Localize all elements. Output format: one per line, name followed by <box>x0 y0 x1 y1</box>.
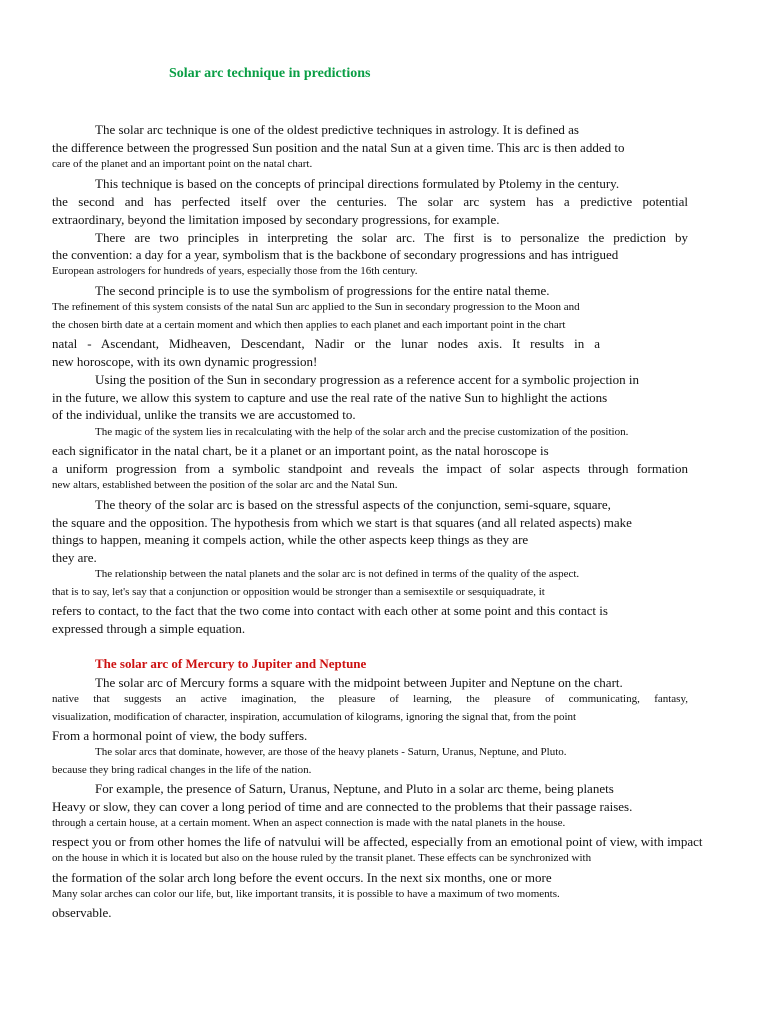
paragraph-line: European astrologers for hundreds of years, especially those from the 16th century. <box>52 265 418 277</box>
paragraph-line: on the house in which it is located but also on the house ruled by the transit planet. These effects can be synchronized with <box>52 852 592 864</box>
paragraph-line: Using the position of the Sun in secondary progression as a reference accent for a symbolic projection in <box>95 372 640 387</box>
page-title: Solar arc technique in predictions <box>169 66 371 81</box>
paragraph-line: each significator in the natal chart, be it a planet or an important point, as the natal horoscope is <box>52 443 549 458</box>
paragraph-line: respect you or from other homes the life of natvului will be affected, especially from an emotional point of view, with impact <box>52 834 703 849</box>
paragraph-line: that is to say, let's say that a conjunction or opposition would be stronger than a semisextile or sesquiquadrate, it <box>52 586 545 598</box>
paragraph-line: the convention: a day for a year, symbolism that is the backbone of secondary progressions and has intrigued <box>52 247 619 262</box>
paragraph-line: The magic of the system lies in recalculating with the help of the solar arch and the precise customization of the position. <box>95 426 629 438</box>
paragraph-line: the difference between the progressed Sun position and the natal Sun at a given time. This arc is then added to <box>52 140 625 155</box>
paragraph-line: The refinement of this system consists of the natal Sun arc applied to the Sun in secondary progression to the Moon and <box>52 301 580 313</box>
paragraph-line: visualization, modification of character, inspiration, accumulation of kilograms, ignoring the signal that, from the point <box>52 711 577 723</box>
paragraph-line: the chosen birth date at a certain moment and which then applies to each planet and each important point in the chart <box>52 319 566 331</box>
paragraph-line: the square and the opposition. The hypothesis from which we start is that squares (and all related aspects) make <box>52 515 632 530</box>
paragraph-line: The theory of the solar arc is based on the stressful aspects of the conjunction, semi-square, square, <box>95 497 611 512</box>
paragraph-line: This technique is based on the concepts of principal directions formulated by Ptolemy in the century. <box>95 176 620 191</box>
paragraph-line: Heavy or slow, they can cover a long period of time and are connected to the problems that their passage raises. <box>52 799 633 814</box>
paragraph-line: new altars, established between the position of the solar arc and the Natal Sun. <box>52 479 398 491</box>
paragraph-line: things to happen, meaning it compels action, while the other aspects keep things as they are <box>52 532 529 547</box>
paragraph-line: The solar arc technique is one of the oldest predictive techniques in astrology. It is defined as <box>95 122 579 137</box>
paragraph-line: From a hormonal point of view, the body suffers. <box>52 728 308 743</box>
paragraph-line: in the future, we allow this system to capture and use the real rate of the native Sun to highlight the actions <box>52 390 608 405</box>
paragraph-line: care of the planet and an important point on the natal chart. <box>52 158 313 170</box>
paragraph-line: the second and has perfected itself over the centuries. The solar arc system has a predictive potential <box>52 194 688 209</box>
paragraph-line: expressed through a simple equation. <box>52 621 246 636</box>
paragraph-line: There are two principles in interpreting the solar arc. The first is to personalize the prediction by <box>95 230 688 245</box>
paragraph-line: new horoscope, with its own dynamic progression! <box>52 354 318 369</box>
paragraph-line: For example, the presence of Saturn, Uranus, Neptune, and Pluto in a solar arc theme, being planets <box>95 781 614 796</box>
section-heading: The solar arc of Mercury to Jupiter and Neptune <box>95 656 367 671</box>
paragraph-line: The solar arcs that dominate, however, are those of the heavy planets - Saturn, Uranus, Neptune, and Pluto. <box>95 746 567 758</box>
paragraph-line: of the individual, unlike the transits we are accustomed to. <box>52 407 356 422</box>
paragraph-line: because they bring radical changes in the life of the nation. <box>52 764 312 776</box>
paragraph-line: observable. <box>52 905 112 920</box>
paragraph-line: the formation of the solar arch long before the event occurs. In the next six months, one or more <box>52 870 552 885</box>
paragraph-line: refers to contact, to the fact that the two come into contact with each other at some point and this contact is <box>52 603 608 618</box>
paragraph-line: they are. <box>52 550 97 565</box>
paragraph-line: native that suggests an active imagination, the pleasure of learning, the pleasure of communicating, fantasy, <box>52 693 688 705</box>
paragraph-line: The solar arc of Mercury forms a square with the midpoint between Jupiter and Neptune on the chart. <box>95 675 623 690</box>
paragraph-line: Many solar arches can color our life, but, like important transits, it is possible to have a maximum of two moments. <box>52 888 560 900</box>
paragraph-line: extraordinary, beyond the limitation imposed by secondary progressions, for example. <box>52 212 500 227</box>
paragraph-line: The relationship between the natal planets and the solar arc is not defined in terms of the quality of the aspect. <box>95 568 580 580</box>
paragraph-line: a uniform progression from a symbolic standpoint and reveals the impact of solar aspects through formation <box>52 461 688 476</box>
paragraph-line: The second principle is to use the symbolism of progressions for the entire natal theme. <box>95 283 550 298</box>
paragraph-line: natal - Ascendant, Midheaven, Descendant, Nadir or the lunar nodes axis. It results in a <box>52 336 600 351</box>
paragraph-line: through a certain house, at a certain moment. When an aspect connection is made with the natal planets in the house. <box>52 817 566 829</box>
